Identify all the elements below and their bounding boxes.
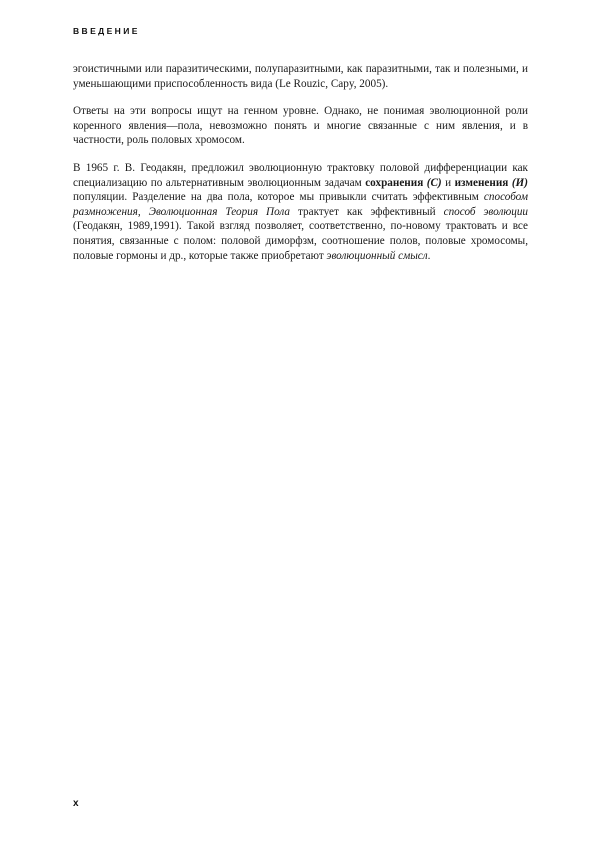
paragraph-3-text: В 1965 г. В. Геодакян, предложил эволюционную трактовку половой дифференциации как специализацию по альтернативным эволюционным задачам — [73, 161, 528, 189]
paragraph-3-text: (Геодакян, 1989,1991). Такой взгляд позволяет, соответственно, по-новому трактовать и все понятия, связанные с полом: половой диморфзм, соотношение полов, половые хромосомы, половые гормоны и др., которые также приобретают — [73, 220, 528, 262]
page-number: x — [73, 798, 79, 809]
running-head: ВВЕДЕНИЕ — [73, 26, 140, 36]
paragraph-3-text: и — [441, 176, 455, 189]
body-text — [73, 62, 528, 276]
emphasis-evolutionary-meaning: эволюционный смысл — [326, 249, 428, 262]
emphasis-reproduction: способом размножения, Эволюционная Теория Пола — [73, 191, 528, 218]
paragraph-3-text: трактует как эффективный — [290, 205, 444, 218]
symbol-c: (С) — [423, 176, 442, 189]
emphasis-preservation: сохранения — [365, 176, 424, 189]
paragraph-3 — [73, 161, 528, 263]
symbol-i: (И) — [511, 176, 528, 189]
paragraph-3-text: . — [427, 249, 431, 262]
paragraph-1: эгоистичными или паразитическими, полупаразитными, как паразитными, так и полезными, и уменьшающими приспособленность вида (Le Rouzic, Capy, 2005). — [73, 63, 528, 90]
emphasis-change: изменения — [454, 176, 509, 189]
paragraph-3-text: популяции. Разделение на два пола, которое мы привыкли считать эффективным — [73, 191, 484, 204]
paragraph-2: Ответы на эти вопросы ищут на генном уровне. Однако, не понимая эволюционной роли коренного явления—пола, невозможно понять и многие связанные с ним явления, и в частности, роль половых хромосом. — [73, 105, 528, 147]
emphasis-evolution-method: способ эволюции — [443, 205, 529, 218]
